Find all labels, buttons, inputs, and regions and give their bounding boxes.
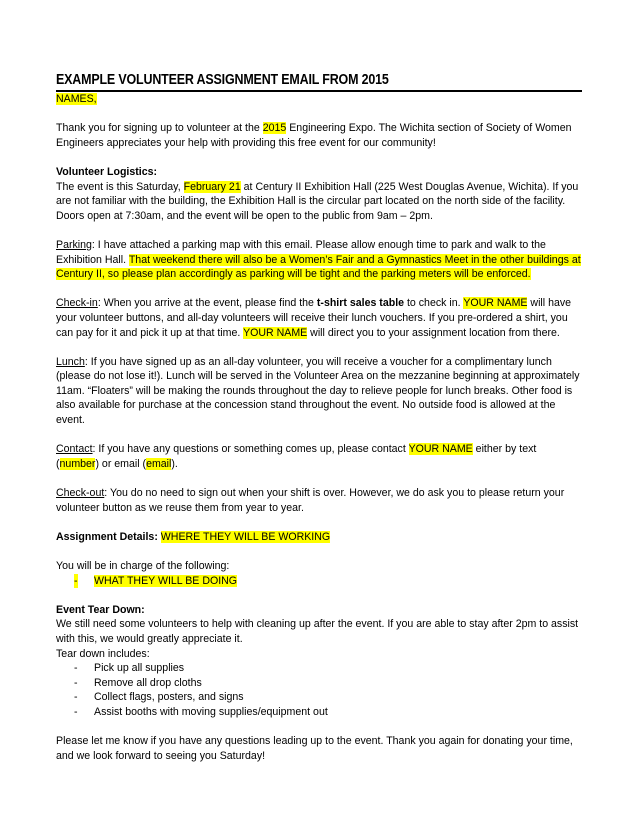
checkout-label: Check-out bbox=[56, 487, 105, 500]
event-date-highlight: February 21 bbox=[183, 180, 241, 193]
teardown-list bbox=[56, 661, 582, 719]
email-body bbox=[56, 92, 582, 763]
your-name-highlight: YOUR NAME bbox=[243, 326, 308, 339]
parking-warning-highlight: That weekend there will also be a Women’s Fair and a Gymnastics Meet in the other buildings at Century II, so please plan accordingly as parking will be tight and the parking meters will be enforced. bbox=[56, 253, 581, 281]
assignment-details bbox=[56, 530, 582, 545]
lunch-label: Lunch bbox=[56, 355, 85, 368]
list-item: - WHAT THEY WILL BE DOING bbox=[74, 574, 238, 587]
list-item: - Collect flags, posters, and signs bbox=[74, 691, 244, 704]
your-name-highlight: YOUR NAME bbox=[463, 297, 528, 310]
lunch-paragraph: Lunch: If you have signed up as an all-day volunteer, you will receive a voucher for a complimentary lunch (please do not lose it!). Lunch will be served in the Volunteer Area on the mezzanine beginning at approximately 11am. “Floaters” will be making the rounds throughout the day to relieve people for lunch breaks. Other food is also available for purchase at the concession stand throughout the event. No outside food is allowed at the event. bbox=[56, 355, 580, 427]
assignment-heading: Assignment Details: bbox=[56, 530, 158, 543]
contact-label: Contact bbox=[56, 443, 93, 456]
list-item: - Pick up all supplies bbox=[74, 662, 185, 675]
greeting-names: NAMES, bbox=[56, 93, 97, 105]
teardown-includes: Tear down includes: bbox=[56, 647, 150, 660]
your-name-highlight: YOUR NAME bbox=[408, 443, 473, 456]
parking-paragraph: Parking: I have attached a parking map with this email. Please allow enough time to park and walk to the Exhibition Hall. That weekend there will also be a Women’s Fair and a Gymnastics Meet in the other buildings at Century II, so please plan accordingly as parking will be tight and the parking meters will be enforced. bbox=[56, 238, 581, 281]
closing-paragraph: Please let me know if you have any questions leading up to the event. Thank you again for donating your time, and we look forward to seeing you Saturday! bbox=[56, 735, 573, 762]
document-title: EXAMPLE VOLUNTEER ASSIGNMENT EMAIL FROM 2015 bbox=[56, 72, 389, 88]
intro-paragraph: Thank you for signing up to volunteer at the 2015 Engineering Expo. The Wichita section of Society of Women Engineers appreciates your help with providing this free event for our community! bbox=[56, 122, 572, 149]
checkin-paragraph: Check-in: When you arrive at the event, please find the t-shirt sales table to check in. YOUR NAME will have your volunteer buttons, and all-day volunteers will receive their lunch vouchers. If you pre-ordered a shirt, you can pay for it and pick it up at that time. YOUR NAME will direct you to your assignment location from there. bbox=[56, 297, 572, 339]
tshirt-table-bold: t-shirt sales table bbox=[316, 297, 405, 310]
teardown-heading: Event Tear Down: bbox=[56, 603, 145, 616]
checkin-label: Check-in bbox=[56, 297, 98, 310]
logistics-paragraph: The event is this Saturday, February 21 at Century II Exhibition Hall (225 West Douglas Avenue, Wichita). If you are not familiar with the building, the Exhibition Hall is the circular part located on the north side of the facility. Doors open at 7:30am, and the event will be open to the public from 9am – 2pm. bbox=[56, 180, 579, 222]
task-highlight: WHAT THEY WILL BE DOING bbox=[94, 574, 238, 587]
year-highlight: 2015 bbox=[262, 122, 287, 135]
in-charge-line: You will be in charge of the following: bbox=[56, 560, 230, 572]
email-highlight: email bbox=[146, 457, 172, 470]
contact-paragraph: Contact: If you have any questions or something comes up, please contact YOUR NAME either by text (number) or email (email). bbox=[56, 443, 537, 470]
number-highlight: number bbox=[59, 457, 96, 470]
list-item: - Assist booths with moving supplies/equipment out bbox=[74, 705, 328, 718]
greeting bbox=[56, 92, 582, 107]
parking-label: Parking bbox=[56, 238, 92, 251]
logistics-heading: Volunteer Logistics: bbox=[56, 165, 158, 178]
task-list bbox=[56, 574, 582, 589]
where-highlight: WHERE THEY WILL BE WORKING bbox=[160, 530, 331, 543]
teardown-paragraph: We still need some volunteers to help with cleaning up after the event. If you are able to stay after 2pm to assist with this, we would greatly appreciate it. bbox=[56, 618, 579, 645]
list-item: - Remove all drop cloths bbox=[74, 676, 202, 689]
checkout-paragraph: Check-out: You do no need to sign out when your shift is over. However, we do ask you to please return your volunteer button as we reuse them from year to year. bbox=[56, 487, 565, 514]
